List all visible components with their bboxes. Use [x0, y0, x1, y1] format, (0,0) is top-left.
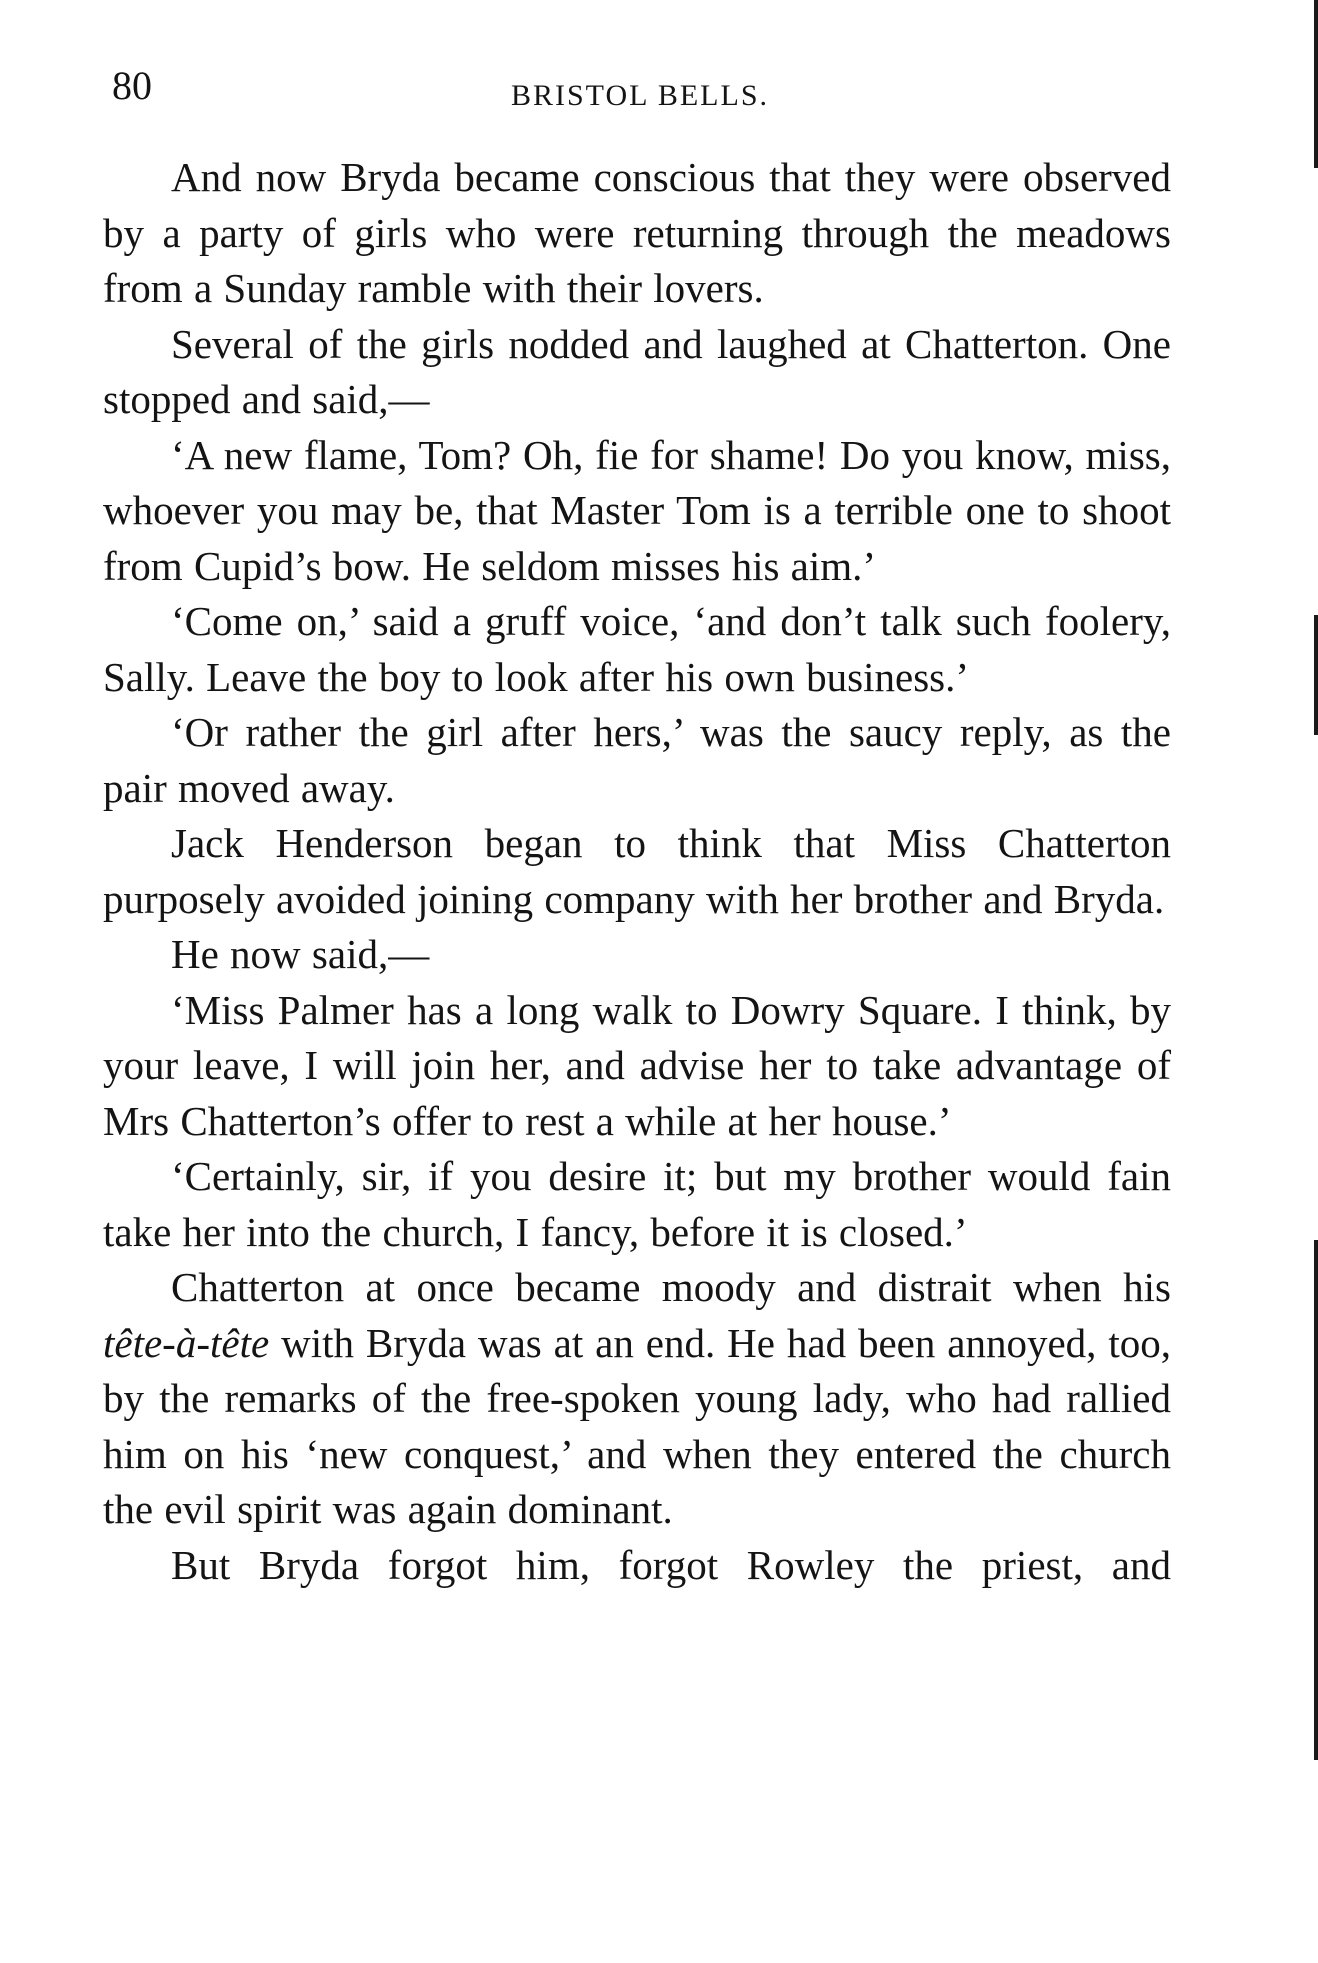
page-edge-shadow	[1314, 0, 1318, 168]
paragraph	[103, 1260, 1171, 1538]
running-head: BRISTOL BELLS.	[510, 79, 770, 112]
page-number: 80	[112, 63, 152, 108]
body-text	[103, 150, 1171, 1593]
italic-phrase: tête-à-tête	[103, 1319, 270, 1366]
paragraph: ‘Certainly, sir, if you desire it; but my brother would fain take her into the church, I fancy, before it is closed.’	[103, 1153, 1171, 1255]
paragraph: Jack Henderson began to think that Miss Chatterton purposely avoided joining company with her brother and Bryda.	[103, 820, 1171, 922]
page-edge-shadow	[1314, 615, 1318, 735]
paragraph: He now said,—	[171, 931, 430, 977]
paragraph-text: Chatterton at once became moody and distrait when his	[171, 1264, 1171, 1310]
page-edge-shadow	[1314, 1240, 1318, 1760]
paragraph: ‘Come on,’ said a gruff voice, ‘and don’t talk such foolery, Sally. Leave the boy to look after his own business.’	[103, 598, 1171, 700]
paragraph: Several of the girls nodded and laughed at Chatterton. One stopped and said,—	[103, 320, 1171, 422]
paragraph: And now Bryda became conscious that they were observed by a party of girls who were returning through the meadows from a Sunday ramble with their lovers.	[103, 154, 1171, 311]
paragraph: ‘Or rather the girl after hers,’ was the saucy reply, as the pair moved away.	[103, 709, 1171, 811]
paragraph: ‘Miss Palmer has a long walk to Dowry Square. I think, by your leave, I will join her, and advise her to take advantage of Mrs Chatterton’s offer to rest a while at her house.’	[103, 986, 1171, 1144]
paragraph: But Bryda forgot him, forgot Rowley the priest, and	[171, 1541, 1171, 1588]
paragraph-text: with Bryda was at an end. He had been annoyed, too, by the remarks of the free-spoken young lady, who had rallied him on his ‘new conquest,’ and when they entered the church the evil spirit was again dominant.	[103, 1319, 1171, 1532]
paragraph: ‘A new flame, Tom? Oh, fie for shame! Do you know, miss, whoever you may be, that Master Tom is a terrible one to shoot from Cupid’s bow. He seldom misses his aim.’	[103, 431, 1171, 589]
